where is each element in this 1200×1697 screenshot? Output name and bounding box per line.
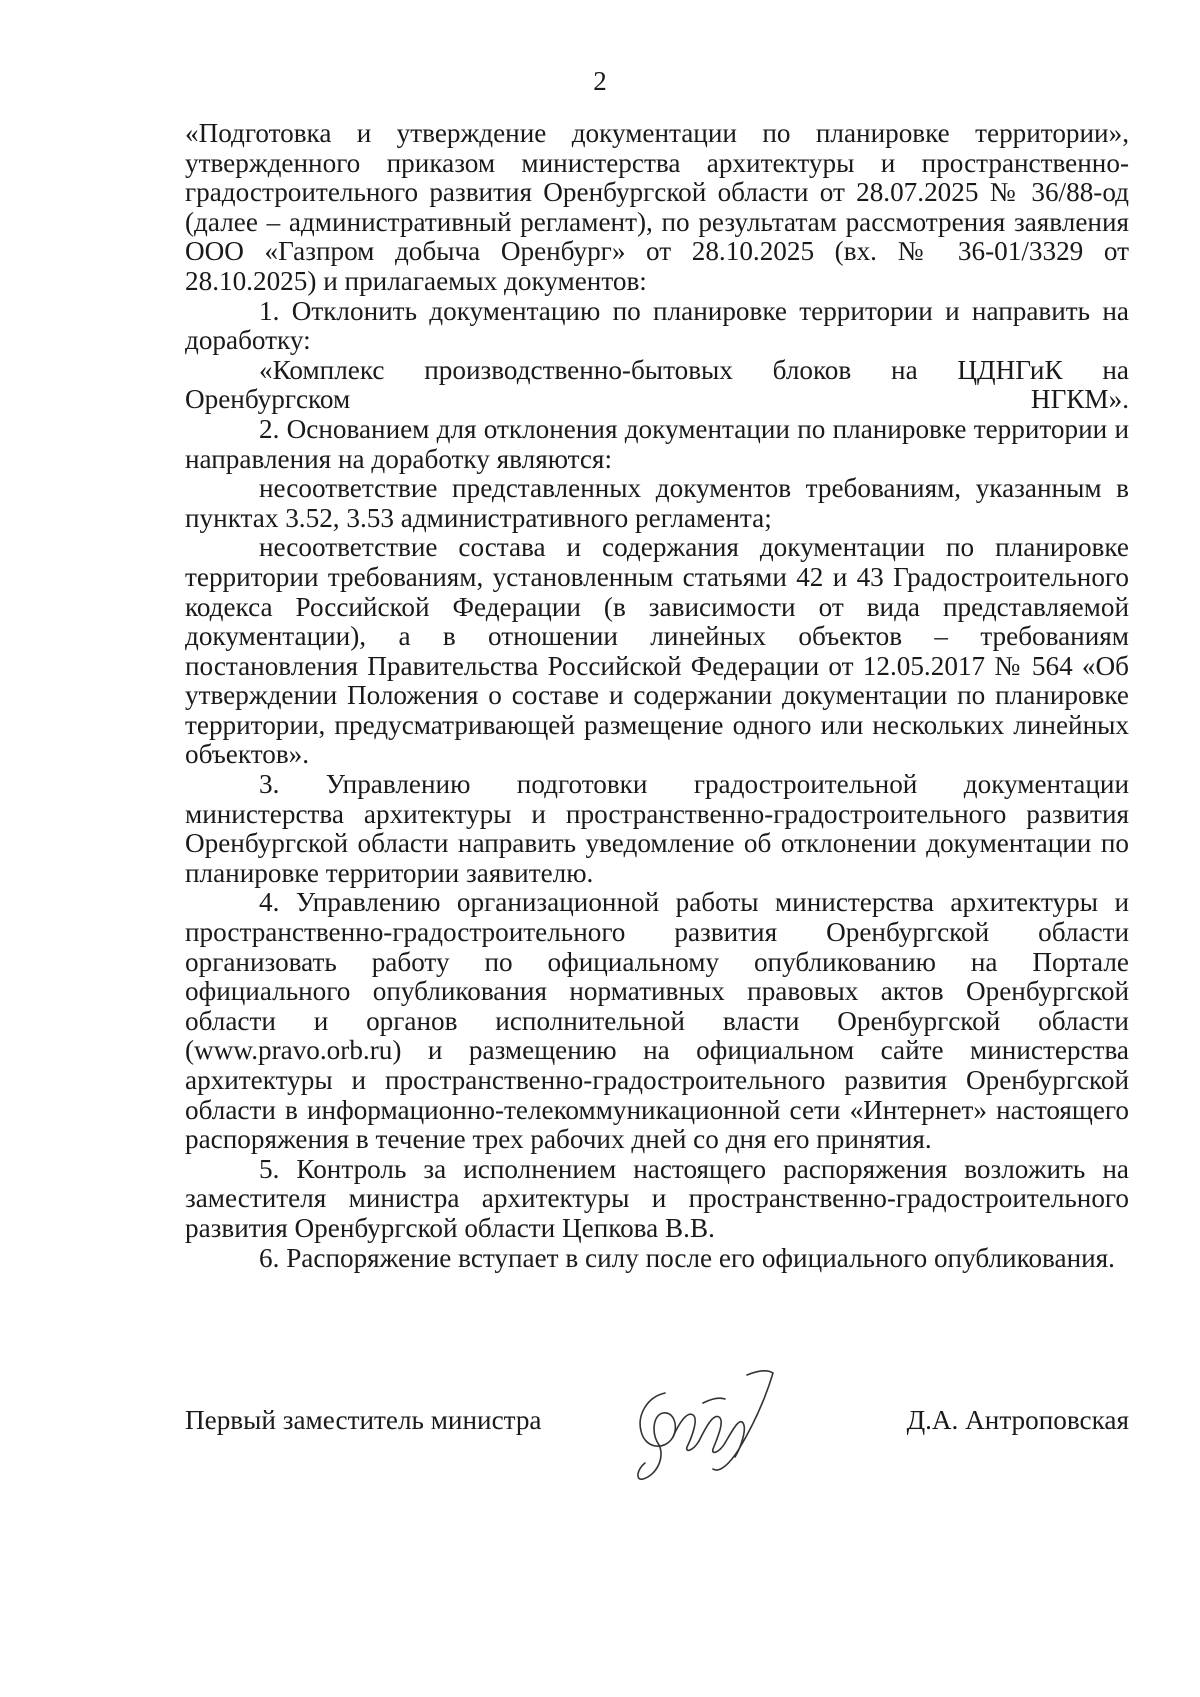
paragraph-item-4: 4. Управлению организационной работы министерства архитектуры и пространственно-градостроительного развития Оренбургской области организовать работу по официальному опубликованию на Портале официального опубликования нормативных правовых актов Оренбургской области и органов исполнительной власти Оренбургской области (www.pravo.orb.ru) и размещению на официальном сайте министерства архитектуры и пространственно-градостроительного развития Оренбургской области в информационно-телекоммуникационной сети «Интернет» настоящего распоряжения в течение трех рабочих дней со дня его принятия.	[185, 887, 1129, 1155]
signature-block	[185, 1405, 1129, 1545]
paragraph-item-1: 1. Отклонить документацию по планировке территории и направить на доработку:	[185, 295, 1129, 356]
paragraph-reason-1: несоответствие представленных документов требованиям, указанным в пунктах 3.52, 3.53 административного регламента;	[185, 473, 1129, 533]
page-number: 2	[593, 66, 607, 96]
signer-position: Первый заместитель министра	[185, 1405, 542, 1435]
document-body	[185, 119, 1129, 1273]
paragraph-item-3: 3. Управлению подготовки градостроительной документации министерства архитектуры и пространственно-градостроительного развития Оренбургской области направить уведомление об отклонении документации по планировке территории заявителю.	[185, 769, 1129, 888]
signer-name: Д.А. Антроповская	[906, 1405, 1129, 1435]
paragraph-reason-2: несоответствие состава и содержания документации по планировке территории требованиям, установленным статьями 42 и 43 Градостроительного кодекса Российской Федерации (в зависимости от вида представляемой документации), а в отношении линейных объектов – требованиям постановления Правительства Российской Федерации от 12.05.2017 № 564 «Об утверждении Положения о составе и содержании документации по планировке территории, предусматривающей размещение одного или нескольких линейных объектов».	[185, 532, 1129, 770]
paragraph-item-2: 2. Основанием для отклонения документации по планировке территории и направления на доработку являются:	[185, 413, 1129, 474]
handwritten-signature	[607, 1353, 787, 1503]
paragraph-item-6: 6. Распоряжение вступает в силу после его официального опубликования.	[259, 1242, 1115, 1273]
paragraph-object-title: «Комплекс производственно-бытовых блоков на ЦДНГиК на Оренбургском НГКМ».	[185, 354, 1129, 415]
paragraph-intro: «Подготовка и утверждение документации по планировке территории», утвержденного приказом министерства архитектуры и пространственно-градостроительного развития Оренбургской области от 28.07.2025 № 36/88-од (далее – административный регламент), по результатам рассмотрения заявления ООО «Газпром добыча Оренбург» от 28.10.2025 (вх. № 36-01/3329 от 28.10.2025) и прилагаемых документов:	[185, 118, 1129, 296]
paragraph-item-5: 5. Контроль за исполнением настоящего распоряжения возложить на заместителя министра архитектуры и пространственно-градостроительного развития Оренбургской области Цепкова В.В.	[185, 1153, 1129, 1243]
